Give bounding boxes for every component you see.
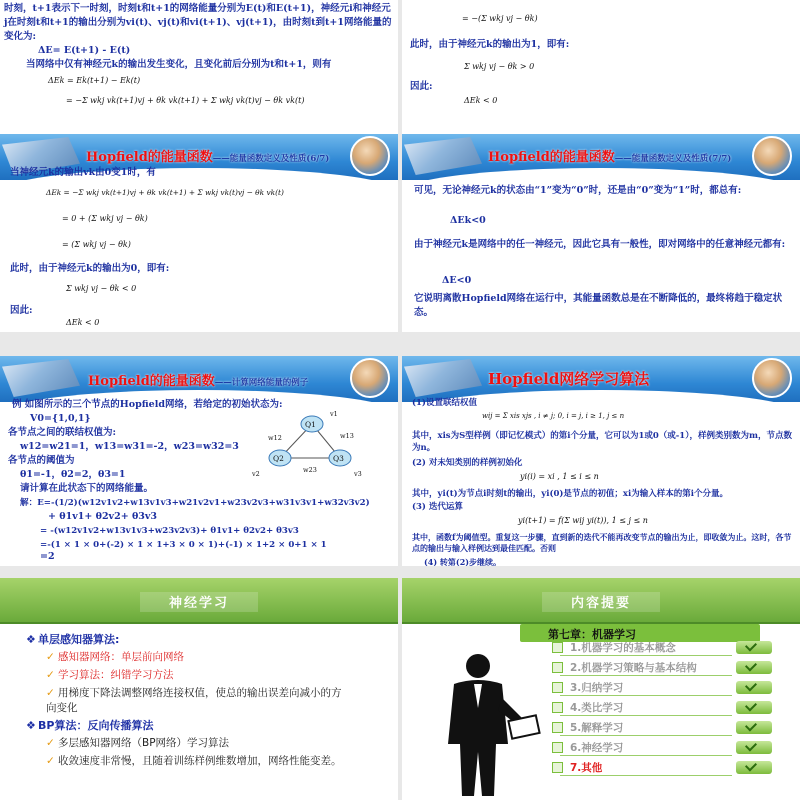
people-photo xyxy=(350,136,390,176)
slide5-l6: θ1=-1，θ2=2，θ3=1 xyxy=(20,469,126,480)
slide2-line1: 此时，由于神经元k的输出为1，即有: xyxy=(410,39,570,50)
check-icon xyxy=(736,761,772,774)
toc-item[interactable]: 5.解释学习 xyxy=(552,720,772,736)
check-icon xyxy=(736,701,772,714)
slide5-l12: =2 xyxy=(40,551,55,562)
slide5-l10: = -(w12v1v2+w13v1v3+w23v2v3)+ θ1v1+ θ2v2+ θ3v3 xyxy=(40,526,299,536)
slide-title xyxy=(88,370,308,389)
label-w13: w13 xyxy=(340,432,354,440)
slide4-eq2: ΔE<0 xyxy=(442,275,472,286)
bullet-item: ❖ 单层感知器算法: xyxy=(26,633,120,646)
slide5-l7: 请计算在此状态下的网络能量。 xyxy=(20,483,154,494)
slide-title xyxy=(488,146,731,165)
slide-title: 内容提要 xyxy=(570,596,631,611)
slide-title xyxy=(488,368,649,389)
slide3-eq2: = 0 + (Σ wkj vj − θk) xyxy=(62,214,148,223)
chapter-label: 第七章：机器学习 xyxy=(548,628,636,641)
toc-item[interactable]: 2.机器学习策略与基本结构 xyxy=(552,660,772,676)
slide5-l4: w12=w21=1，w13=w31=-2，w23=w32=3 xyxy=(20,441,239,452)
slide3-eq1: ΔEk = −Σ wkj vk(t+1)vj + θk vk(t+1) + Σ wkj vk(t)vj − θk vk(t) xyxy=(46,188,284,197)
slide2-eq-bot: ΔEk < 0 xyxy=(464,96,498,105)
slide-hopfield-energy-7 xyxy=(402,134,800,332)
check-icon xyxy=(736,661,772,674)
people-photo xyxy=(350,358,390,398)
slide-hopfield-learning xyxy=(402,356,800,566)
title-sub: ——能量函数定义及性质(6/7) xyxy=(212,154,330,164)
toc-item[interactable]: 6.神经学习 xyxy=(552,740,772,756)
slide-hopfield-energy-6 xyxy=(0,134,398,332)
toc-item-active[interactable]: 7.其他 xyxy=(552,760,772,776)
slide3-line2: 此时，由于神经元k的输出为0，即有: xyxy=(10,263,170,274)
slide6-l5: (3) 迭代运算 xyxy=(412,502,463,512)
slide6-l2: 其中，xis为S型样例（即记忆模式）的第i个分量，它可以为1或0（或-1），样例类别数为m，节点数为n。 xyxy=(412,431,792,453)
slide6-l7: (4) 转第(2)步继续。 xyxy=(424,557,502,566)
slide-header xyxy=(0,578,398,624)
toc-item[interactable]: 3.归纳学习 xyxy=(552,680,772,696)
bullet-item: ❖ BP算法：反向传播算法 xyxy=(26,719,154,732)
slide-title xyxy=(86,146,329,165)
slide1-eq-b: = −Σ wkj vk(t+1)vj + θk vk(t+1) + Σ wkj vk(t)vj − θk vk(t) xyxy=(66,96,305,105)
title-main: Hopfield的能量函数 xyxy=(488,150,615,165)
slide-neural-learning xyxy=(0,578,398,800)
bullet-item: ✓ 收敛速度非常慢，且随着训练样例维数增加，网络性能变差。 xyxy=(46,755,342,767)
slide2-line2: 因此: xyxy=(410,81,433,92)
slide3-eq3: = (Σ wkj vj − θk) xyxy=(62,240,131,249)
check-icon xyxy=(736,721,772,734)
title-sub: ——计算网络能量的例子 xyxy=(214,378,309,388)
slide2-eq-mid: Σ wkj vj − θk > 0 xyxy=(464,62,535,71)
slide-energy-example xyxy=(0,356,398,566)
businessman-silhouette xyxy=(432,648,542,798)
check-icon xyxy=(736,741,772,754)
title-sub: ——能量函数定义及性质(7/7) xyxy=(614,154,732,164)
slide3-eq5: ΔEk < 0 xyxy=(66,318,100,327)
node-q3: Q3 xyxy=(333,454,344,463)
slide3-eq4: Σ wkj vj − θk < 0 xyxy=(66,284,137,293)
people-photo xyxy=(752,136,792,176)
node-q2: Q2 xyxy=(273,454,284,463)
title-main: Hopfield的能量函数 xyxy=(88,374,215,389)
slide6-l1: (1)设置联结权值 xyxy=(412,398,477,408)
slide6-l3: (2) 对未知类别的样例初始化 xyxy=(412,458,523,468)
slide1-eq-a: ΔEk = Ek(t+1) − Ek(t) xyxy=(48,76,141,85)
slide5-l8: 解：E=-(1/2)(w12v1v2+w13v1v3+w21v2v1+w23v2v3+w31v3v1+w32v3v2) xyxy=(20,498,370,508)
slide4-para3: 它说明离散Hopfield网络在运行中，其能量函数总是在不断降低的，最终将趋于稳定状态。 xyxy=(414,293,783,318)
check-icon xyxy=(736,681,772,694)
slide5-l2: V0={1,0,1} xyxy=(30,413,91,424)
keyboard-image xyxy=(2,359,80,397)
check-icon xyxy=(736,641,772,654)
label-v3: v3 xyxy=(354,470,362,478)
slide-header xyxy=(402,578,800,624)
slide1-para1: 时刻，t+1表示下一时刻，时刻t和t+1的网络能量分别为E(t)和E(t+1)，神经元i和神经元j在时刻t和t+1的输出分别为vi(t)、vj(t)和vi(t+1)、vj(t+1)，由时刻t到t+1网络能量的变化为: xyxy=(4,3,392,42)
slide1-eq-def: ΔE= E(t+1) - E(t) xyxy=(38,45,131,56)
toc-item[interactable]: 4.类比学习 xyxy=(552,700,772,716)
label-w23: w23 xyxy=(303,466,317,474)
toc-item[interactable]: 1.机器学习的基本概念 xyxy=(552,640,772,656)
bullet-item: ✓ 学习算法：纠错学习方法 xyxy=(46,669,174,681)
slide4-para1: 可见，无论神经元k的状态由“1”变为“0”时，还是由“0”变为“1”时，都总有: xyxy=(414,185,742,196)
slide6-l4: 其中，yi(t)为节点i时刻t的输出，yi(0)是节点的初值；xi为输入样本的第i个分量。 xyxy=(412,489,728,499)
slide-title: 神经学习 xyxy=(168,596,229,611)
slide-contents xyxy=(402,578,800,800)
slide4-para2: 由于神经元k是网络中的任一神经元，因此它具有一般性，即对网络中的任意神经元都有: xyxy=(414,239,786,250)
label-v2: v2 xyxy=(252,470,260,478)
slide6-eq3: yi(t+1) = f(Σ wij yi(t)), 1 ≤ j ≤ n xyxy=(518,516,648,525)
node-q1: Q1 xyxy=(305,420,316,429)
slide3-line3: 因此: xyxy=(10,305,33,316)
slide3-line1: 当神经元k的输出vk由0变1时，有 xyxy=(10,167,156,178)
slide6-eq2: yi(i) = xi , 1 ≤ i ≤ n xyxy=(520,472,599,481)
keyboard-image xyxy=(404,137,482,175)
keyboard-image xyxy=(404,359,482,397)
slide5-l9: + θ1v1+ θ2v2+ θ3v3 xyxy=(48,511,158,522)
title-main: Hopfield网络学习算法 xyxy=(488,370,650,388)
bullet-item: ✓ 多层感知器网络（BP网络）学习算法 xyxy=(46,737,230,749)
slide1-para2: 当网络中仅有神经元k的输出发生变化，且变化前后分别为t和t+1，则有 xyxy=(26,59,332,70)
slide5-l1: 例 如图所示的三个节点的Hopfield网络，若给定的初始状态为: xyxy=(12,399,283,410)
label-v1: v1 xyxy=(330,410,338,418)
slide2-eq-top: = −(Σ wkj vj − θk) xyxy=(462,14,538,23)
slide5-l11: =-(1 × 1 × 0+(-2) × 1 × 1+3 × 0 × 1)+(-1) × 1+2 × 0+1 × 1 xyxy=(40,540,327,550)
hopfield-network-diagram xyxy=(250,410,370,480)
slide6-eq1: wij = Σ xis xjs , i ≠ j; 0, i = j, i ≥ 1, j ≤ n xyxy=(482,412,625,420)
slide4-eq1: ΔEk<0 xyxy=(450,215,486,226)
title-main: Hopfield的能量函数 xyxy=(86,150,213,165)
slide6-l6: 其中，函数f为阈值型。重复这一步骤，直到新的迭代不能再改变节点的输出为止，即收敛为止。这时，各节点的输出与输入样例达到最佳匹配。否则 xyxy=(412,532,792,553)
slide5-l5: 各节点的阈值为 xyxy=(8,455,75,466)
bullet-item: ✓ 用梯度下降法调整网络连接权值，使总的输出误差向减小的方向变化 xyxy=(46,687,342,714)
people-photo xyxy=(752,358,792,398)
slide5-l3: 各节点之间的联结权值为: xyxy=(8,427,117,438)
label-w12: w12 xyxy=(268,434,282,442)
bullet-item: ✓ 感知器网络：单层前向网络 xyxy=(46,651,184,663)
